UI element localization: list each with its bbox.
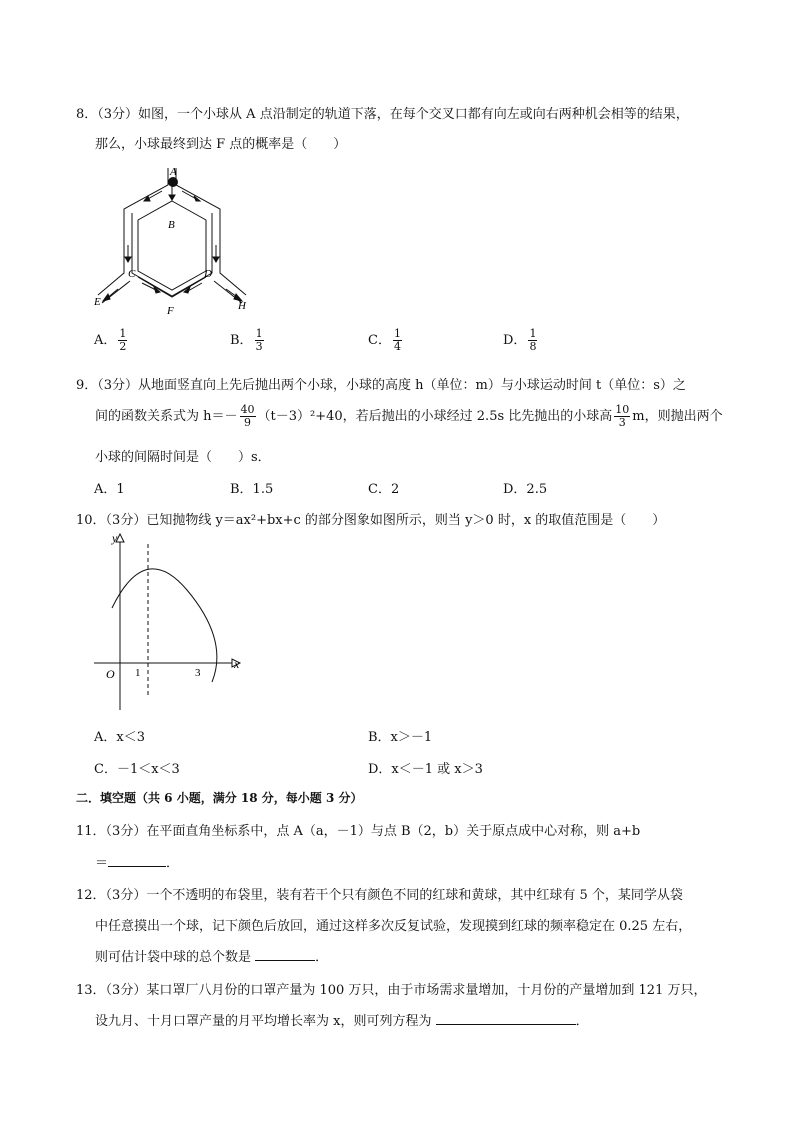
q12-stem-line3: 则可估计袋中球的总个数是 ． [95,950,329,965]
x-label: x [234,657,240,671]
inner-hexagon [138,201,206,290]
y-label: y [112,531,118,545]
label-c: C [128,268,136,280]
q13-stem-line2: 设九月、十月口罩产量的月平均增长率为 x，则可列方程为 ． [95,1014,589,1029]
q12-stem-line2: 中任意摸出一个球，记下颜色后放回，通过这样多次反复试验，发现摸到红球的频率稳定在 0.25 左右， [95,919,692,934]
label-a: A [170,166,177,178]
q9-option-c[interactable]: C．2 [368,482,400,497]
q8-track-diagram [90,163,260,323]
q12-stem-line1: 12．（3分）一个不透明的布袋里，装有若干个只有颜色不同的红球和黄球，其中红球有 5 个，某同学从袋 [76,888,683,903]
section-2-title: 二．填空题（共 6 小题，满分 18 分，每小题 3 分） [76,791,363,805]
ball-icon [168,177,178,187]
q9-stem-line2: 间的函数关系式为 h＝－ $\frac{40}{9}$ （t－3）²+40，若后抛出的小球经过 2.5s 比先抛出的小球高 $\frac{10}{3}$ m，则抛出两个 [95,403,723,429]
tick-1: 1 [135,667,141,679]
q10-stem: 10．（3分）已知抛物线 y＝ax²+bx+c 的部分图象如图所示，则当 y＞0 时，x 的取值范围是（ ） [76,513,666,528]
q9-option-a[interactable]: A．1 [94,482,125,497]
q10-option-a[interactable]: A．x＜3 [94,730,145,745]
q9-option-d[interactable]: D．2.5 [503,482,548,497]
q11-stem-line2: ＝ ． [95,856,180,871]
q10-option-b[interactable]: B．x＞－1 [368,730,433,745]
q12-answer-blank[interactable] [255,948,315,961]
q13-answer-blank[interactable] [436,1012,576,1025]
tick-3: 3 [195,667,201,679]
q11-answer-blank[interactable] [108,854,166,867]
q8-option-b[interactable]: B． $\frac{1}{3}$ [230,327,263,353]
label-d: D [204,268,212,280]
q8-option-a[interactable]: A． $\frac{1}{2}$ [94,327,127,353]
q8-option-c[interactable]: C． $\frac{1}{4}$ [368,327,401,353]
q9-stem-line1: 9．（3分）从地面竖直向上先后抛出两个小球，小球的高度 h（单位：m）与小球运动时间 t（单位：s）之 [76,378,686,393]
origin-label: O [106,667,115,681]
q10-option-c[interactable]: C．－1＜x＜3 [94,762,180,777]
parabola-curve [112,569,217,682]
label-b: B [168,219,175,231]
q9-stem-line3: 小球的间隔时间是（ ）s． [95,450,271,465]
q9-option-b[interactable]: B．1.5 [230,482,274,497]
q11-stem-line1: 11．（3分）在平面直角坐标系中，点 A（a，－1）与点 B（2，b）关于原点成中心对称，则 a+b [76,824,641,839]
q8-stem-line2: 那么，小球最终到达 F 点的概率是（ ） [95,137,347,152]
q10-option-d[interactable]: D．x＜－1 或 x＞3 [368,762,483,777]
q8-stem-line1: 8．（3分）如图，一个小球从 A 点沿制定的轨道下落，在每个交叉口都有向左或向右两种机会相等的结果， [76,107,689,122]
q10-parabola-graph [90,530,250,715]
label-h: H [238,300,246,312]
label-e: E [94,296,101,308]
label-f: F [167,305,174,317]
q8-option-d[interactable]: D． $\frac{1}{8}$ [503,327,537,353]
q13-stem-line1: 13．（3分）某口罩厂八月份的口罩产量为 100 万只，由于市场需求量增加，十月份的产量增加到 121 万只， [76,983,707,998]
